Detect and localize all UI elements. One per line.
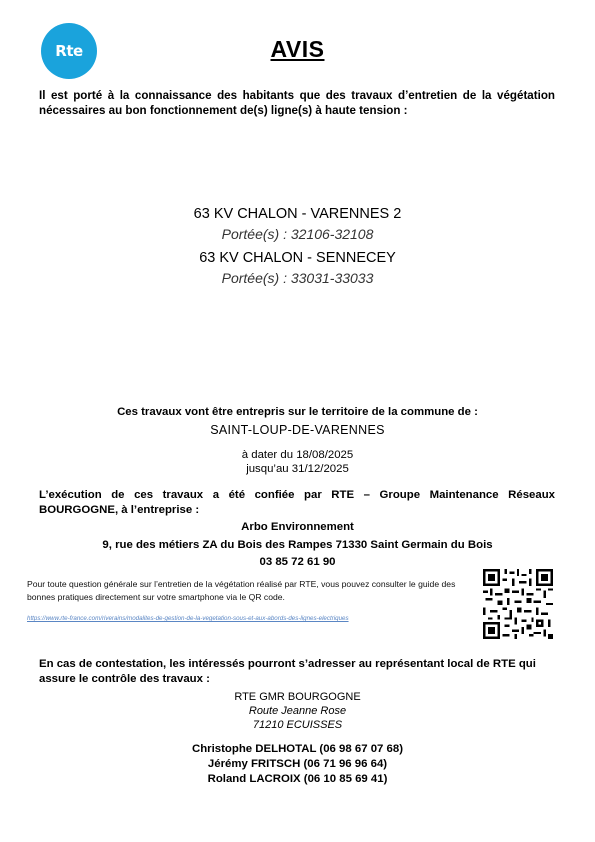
commune-name: SAINT-LOUP-DE-VARENNES	[210, 423, 385, 437]
qr-explanation: Pour toute question générale sur l’entretien de la végétation réalisé par RTE, vous pouvez consulter le guide des bonnes pratiques directement sur votre smartphone via le QR code.	[27, 579, 456, 602]
contact-2: Jérémy FRITSCH (06 71 96 96 64)	[207, 758, 388, 770]
line-2-name: 63 KV CHALON - SENNECEY	[199, 250, 396, 266]
rte-org-name: RTE GMR BOURGOGNE	[234, 691, 361, 703]
date-from: à dater du 18/08/2025	[241, 449, 354, 461]
contact-1: Christophe DELHOTAL (06 98 67 07 68)	[192, 743, 403, 755]
guide-link[interactable]: https://www.rte-france.com/riverains/modalites-de-gestion-de-la-vegetation-sous-et-aux-abords-des-lignes-electriques	[27, 615, 349, 622]
date-to: jusqu’au 31/12/2025	[246, 463, 349, 475]
intro-paragraph: Il est porté à la connaissance des habitants que des travaux d’entretien de la végétation nécessaires au bon fonctionnement de(s) ligne(s) à haute tension :	[39, 89, 555, 117]
line-1	[0, 204, 595, 244]
company-phone: 03 85 72 61 90	[259, 556, 336, 568]
contact-3: Roland LACROIX (06 10 85 69 41)	[207, 773, 388, 785]
rte-contact-block	[0, 690, 595, 732]
rte-street: Route Jeanne Rose	[248, 705, 347, 717]
company-address: 9, rue des métiers ZA du Bois des Rampes 71330 Saint Germain du Bois	[102, 539, 493, 551]
company-name: Arbo Environnement	[241, 521, 354, 533]
qr-code-icon[interactable]	[483, 569, 553, 639]
execution-paragraph: L’exécution de ces travaux a été confiée par RTE – Groupe Maintenance Réseaux BOURGOGNE, à l’entreprise :	[39, 489, 555, 516]
line-1-spans: Portée(s) : 32106-32108	[221, 226, 374, 242]
line-1-name: 63 KV CHALON - VARENNES 2	[193, 206, 402, 222]
contest-paragraph: En cas de contestation, les intéressés pourront s’adresser au représentant local de RTE qui assure le contrôle des travaux :	[39, 658, 536, 685]
logo-text: Rte	[55, 42, 83, 60]
commune-intro: Ces travaux vont être entrepris sur le territoire de la commune de :	[117, 406, 478, 418]
rte-city: 71210 ECUISSES	[252, 719, 343, 731]
page-title: AVIS	[270, 36, 325, 62]
line-2	[0, 248, 595, 288]
line-2-spans: Portée(s) : 33031-33033	[221, 270, 374, 286]
